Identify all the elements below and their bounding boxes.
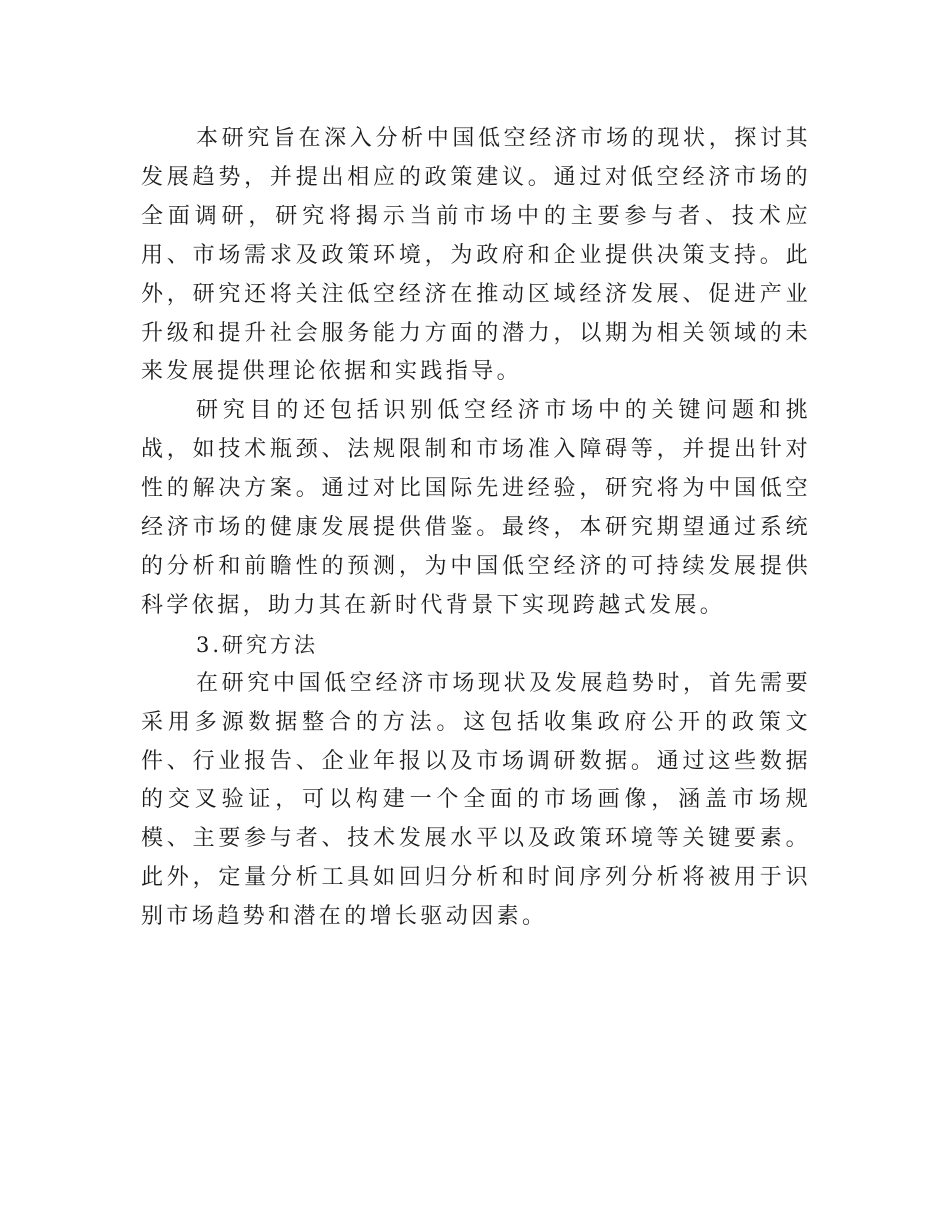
- body-paragraph-2: 研究目的还包括识别低空经济市场中的关键问题和挑战，如技术瓶颈、法规限制和市场准入障碍等，并提出针对性的解决方案。通过对比国际先进经验，研究将为中国低空经济市场的健康发展提供借鉴。最终，本研究期望通过系统的分析和前瞻性的预测，为中国低空经济的可持续发展提供科学依据，助力其在新时代背景下实现跨越式发展。: [141, 398, 811, 618]
- document-body: [141, 120, 811, 937]
- section-paragraph-1: 在研究中国低空经济市场现状及发展趋势时，首先需要采用多源数据整合的方法。这包括收集政府公开的政策文件、行业报告、企业年报以及市场调研数据。通过这些数据的交叉验证，可以构建一个全面的市场画像，涵盖市场规模、主要参与者、技术发展水平以及政策环境等关键要素。此外，定量分析工具如回归分析和时间序列分析将被用于识别市场趋势和潜在的增长驱动因素。: [141, 670, 811, 930]
- section-heading: 3.研究方法: [196, 632, 319, 657]
- body-paragraph-1: 本研究旨在深入分析中国低空经济市场的现状，探讨其发展趋势，并提出相应的政策建议。通过对低空经济市场的全面调研，研究将揭示当前市场中的主要参与者、技术应用、市场需求及政策环境，为政府和企业提供决策支持。此外，研究还将关注低空经济在推动区域经济发展、促进产业升级和提升社会服务能力方面的潜力，以期为相关领域的未来发展提供理论依据和实践指导。: [141, 126, 811, 385]
